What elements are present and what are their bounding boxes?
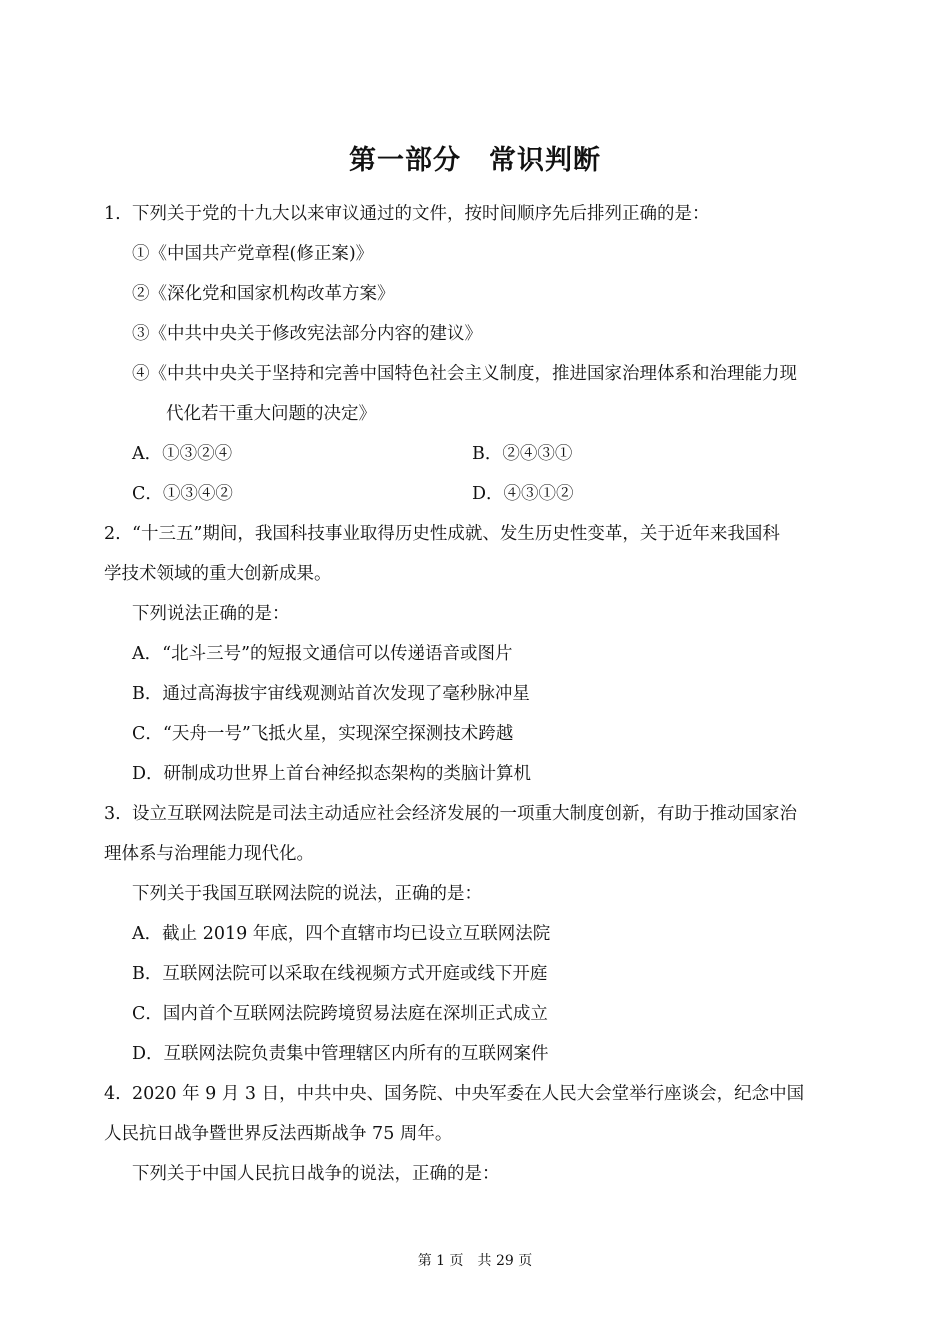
question-stem: “十三五”期间，我国科技事业取得历史性成就、发生历史性变革，关于近年来我国科 (132, 524, 780, 544)
answer-option: C．国内首个互联网法院跨境贸易法庭在深圳正式成立 (132, 1004, 548, 1024)
answer-option: D．互联网法院负责集中管理辖区内所有的互联网案件 (132, 1044, 549, 1064)
answer-option: D．④③①② (472, 484, 574, 504)
list-item: 代化若干重大问题的决定》 (166, 404, 376, 424)
answer-option: A．截止 2019 年底，四个直辖市均已设立互联网法院 (132, 924, 551, 944)
page-footer: 第 1 页 共 29 页 (417, 1253, 533, 1269)
answer-option: A．①③②④ (132, 444, 233, 464)
answer-option: C．“天舟一号”飞抵火星，实现深空探测技术跨越 (132, 724, 514, 744)
question-number: 4. (104, 1084, 121, 1104)
question-prompt: 下列关于中国人民抗日战争的说法，正确的是： (132, 1164, 500, 1184)
question-prompt: 下列关于我国互联网法院的说法，正确的是： (132, 884, 482, 904)
answer-option: C．①③④② (132, 484, 233, 504)
question-stem: 下列关于党的十九大以来审议通过的文件，按时间顺序先后排列正确的是： (132, 204, 710, 224)
question-number: 3. (104, 804, 121, 824)
list-item: ②《深化党和国家机构改革方案》 (132, 284, 395, 304)
list-item: ③《中共中央关于修改宪法部分内容的建议》 (132, 324, 482, 344)
answer-option: B．②④③① (472, 444, 573, 464)
question-number: 2. (104, 524, 121, 544)
question-stem: 2020 年 9 月 3 日，中共中央、国务院、中央军委在人民大会堂举行座谈会，纪念中国 (132, 1084, 805, 1104)
answer-option: A．“北斗三号”的短报文通信可以传递语音或图片 (132, 644, 513, 664)
question-stem: 设立互联网法院是司法主动适应社会经济发展的一项重大制度创新，有助于推动国家治 (132, 804, 797, 824)
list-item: ①《中国共产党章程(修正案)》 (132, 244, 374, 264)
question-stem: 人民抗日战争暨世界反法西斯战争 75 周年。 (104, 1124, 453, 1144)
question-stem: 理体系与治理能力现代化。 (104, 844, 314, 864)
answer-option: D．研制成功世界上首台神经拟态架构的类脑计算机 (132, 764, 532, 784)
answer-option: B．互联网法院可以采取在线视频方式开庭或线下开庭 (132, 964, 548, 984)
section-title: 第一部分 常识判断 (349, 145, 601, 176)
list-item: ④《中共中央关于坚持和完善中国特色社会主义制度，推进国家治理体系和治理能力现 (132, 364, 797, 384)
answer-option: B．通过高海拔宇宙线观测站首次发现了毫秒脉冲星 (132, 684, 530, 704)
question-number: 1. (104, 204, 121, 224)
question-stem: 学技术领域的重大创新成果。 (104, 564, 332, 584)
question-prompt: 下列说法正确的是： (132, 604, 290, 624)
